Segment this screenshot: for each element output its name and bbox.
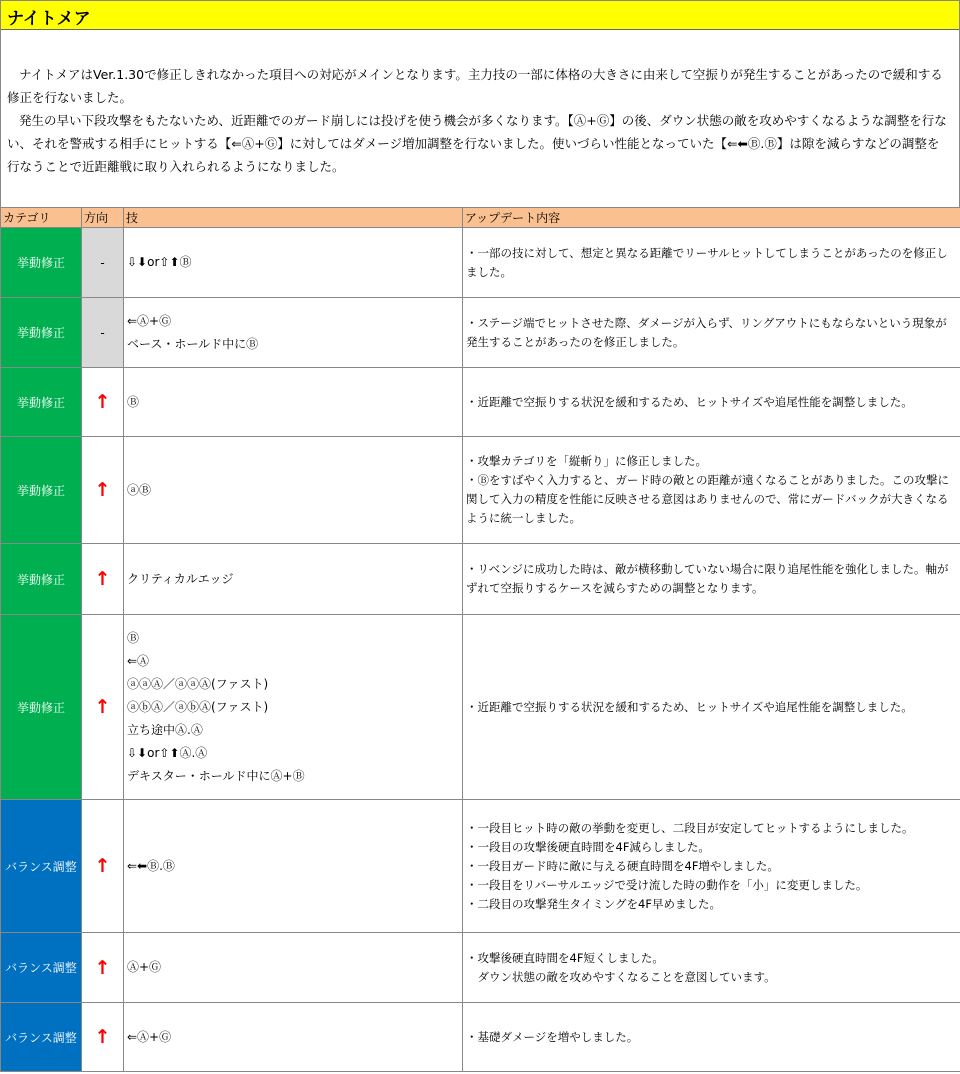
category-cell: バランス調整 [1, 1003, 82, 1072]
category-cell: 挙動修正 [1, 298, 82, 368]
up-arrow-icon: ↑ [94, 1026, 111, 1048]
move-name: ベース・ホールド中にⒷ [127, 336, 259, 351]
details-cell [463, 615, 960, 800]
move-name: ⇩⬇or⇧⬆Ⓐ.Ⓐ [127, 745, 208, 760]
direction-cell [82, 933, 124, 1003]
details-cell [463, 298, 960, 368]
title-bar [0, 0, 960, 30]
category-cell: バランス調整 [1, 933, 82, 1003]
details-cell [463, 437, 960, 544]
direction-cell [82, 1003, 124, 1072]
header-move: 技 [124, 208, 463, 228]
intro-section [0, 29, 960, 207]
move-cell [124, 298, 463, 368]
detail-text: ・一段目をリバーサルエッジで受け流した時の動作を「小」に変更しました。 [466, 877, 868, 892]
move-name: ⓐⒷ [127, 482, 152, 497]
move-name: ⓐⓑⒶ／ⓐⓑⒶ(ファスト) [127, 699, 269, 714]
header-direction: 方向 [82, 208, 124, 228]
direction-cell [82, 544, 124, 615]
move-name: ⇐Ⓐ [127, 653, 150, 668]
detail-text: ・一部の技に対して、想定と異なる距離でリーサルヒットしてしまうことがあったのを修正しました。 [466, 245, 948, 279]
page-title: ナイトメア [7, 9, 91, 29]
direction-cell [82, 368, 124, 437]
table-body [1, 228, 960, 1072]
move-cell [124, 933, 463, 1003]
detail-text: ・Ⓑをすばやく入力すると、ガード時の敵との距離が遠くなることがありました。この攻撃に関して入力の精度を性能に反映させる意図はありませんので、常にガードバックが大きくなるように統一しました。 [466, 473, 949, 525]
details-cell [463, 544, 960, 615]
move-name: ⇐Ⓐ+Ⓖ [127, 1029, 172, 1044]
detail-text: ・近距離で空振りする状況を緩和するため、ヒットサイズや追尾性能を調整しました。 [466, 394, 913, 409]
detail-text: ・一段目ガード時に敵に与える硬直時間を4F増やしました。 [466, 858, 779, 873]
detail-text: ダウン状態の敵を攻めやすくなることを意図しています。 [466, 969, 776, 984]
move-name: Ⓑ [127, 630, 140, 645]
move-name: デキスター・ホールド中にⒶ+Ⓑ [127, 768, 305, 783]
details-cell [463, 1003, 960, 1072]
detail-text: ・二段目の攻撃発生タイミングを4F早めました。 [466, 896, 721, 911]
intro-paragraph-2: 発生の早い下段攻撃をもたないため、近距離でのガード崩しには投げを使う機会が多くなります。【Ⓐ+Ⓖ】の後、ダウン状態の敵を攻めやすくなるような調整を行ない、それを警戒する相手にヒットする【⇐Ⓐ+Ⓖ】に対してはダメージ増加調整を行ないました。使いづらい性能となっていた【⇐⬅Ⓑ.Ⓑ】は隙を減らすなどの調整を行なうことで近距離戦に取り入れられるようになりました。 [7, 113, 947, 174]
category-cell: 挙動修正 [1, 544, 82, 615]
detail-text: ・基礎ダメージを増やしました。 [466, 1029, 639, 1044]
table-row [1, 437, 960, 544]
table-row [1, 228, 960, 298]
detail-text: ・近距離で空振りする状況を緩和するため、ヒットサイズや追尾性能を調整しました。 [466, 699, 913, 714]
move-cell [124, 368, 463, 437]
direction-cell [82, 437, 124, 544]
detail-text: ・攻撃後硬直時間を4F短くしました。 [466, 950, 664, 965]
up-arrow-icon: ↑ [94, 479, 111, 501]
header-details: アップデート内容 [463, 208, 960, 228]
detail-text: ・一段目ヒット時の敵の挙動を変更し、二段目が安定してヒットするようにしました。 [466, 820, 914, 835]
move-name: Ⓑ [127, 394, 140, 409]
move-cell [124, 544, 463, 615]
move-cell [124, 437, 463, 544]
category-cell: 挙動修正 [1, 368, 82, 437]
details-cell [463, 228, 960, 298]
up-arrow-icon: ↑ [94, 696, 111, 718]
table-row [1, 933, 960, 1003]
table-row [1, 800, 960, 933]
up-arrow-icon: ↑ [94, 568, 111, 590]
table-row [1, 368, 960, 437]
move-cell [124, 228, 463, 298]
direction-cell: - [82, 228, 124, 298]
details-cell [463, 368, 960, 437]
detail-text: ・攻撃カテゴリを「縦斬り」に修正しました。 [466, 454, 708, 468]
move-name: ⇐⬅Ⓑ.Ⓑ [127, 858, 175, 873]
detail-text: ・一段目の攻撃後硬直時間を4F減らしました。 [466, 839, 710, 854]
header-category: カテゴリ [1, 208, 82, 228]
table-row [1, 298, 960, 368]
direction-cell [82, 615, 124, 800]
detail-text: ・リベンジに成功した時は、敵が横移動していない場合に限り追尾性能を強化しました。軸がずれて空振りするケースを減らすための調整となります。 [466, 562, 949, 595]
up-arrow-icon: ↑ [94, 855, 111, 877]
category-cell: バランス調整 [1, 800, 82, 933]
move-name: 立ち途中Ⓐ.Ⓐ [127, 722, 203, 737]
move-name: Ⓐ+Ⓖ [127, 960, 162, 974]
move-name: ⇐Ⓐ+Ⓖ [127, 313, 172, 328]
details-cell [463, 800, 960, 933]
details-cell [463, 933, 960, 1003]
move-cell [124, 615, 463, 800]
table-row [1, 544, 960, 615]
move-name: クリティカルエッジ [127, 571, 234, 586]
direction-cell: - [82, 298, 124, 368]
category-cell: 挙動修正 [1, 615, 82, 800]
up-arrow-icon: ↑ [94, 956, 111, 979]
update-table [0, 207, 960, 1072]
move-name: ⓐⓐⒶ／ⓐⓐⒶ(ファスト) [127, 676, 269, 691]
up-arrow-icon: ↑ [94, 391, 111, 413]
move-cell [124, 800, 463, 933]
move-cell [124, 1003, 463, 1072]
category-cell: 挙動修正 [1, 437, 82, 544]
direction-cell [82, 800, 124, 933]
table-row [1, 1003, 960, 1072]
category-cell: 挙動修正 [1, 228, 82, 298]
move-name: ⇩⬇or⇧⬆Ⓑ [127, 255, 192, 269]
detail-text: ・ステージ端でヒットさせた際、ダメージが入らず、リングアウトにもならないという現象が発生することがあったのを修正しました。 [466, 315, 947, 349]
table-header-row [1, 208, 960, 228]
intro-paragraph-1: ナイトメアはVer.1.30で修正しきれなかった項目への対応がメインとなります。主力技の一部に体格の大きさに由来して空振りが発生することがあったので緩和する修正を行ないました。 [7, 67, 943, 105]
table-row [1, 615, 960, 800]
